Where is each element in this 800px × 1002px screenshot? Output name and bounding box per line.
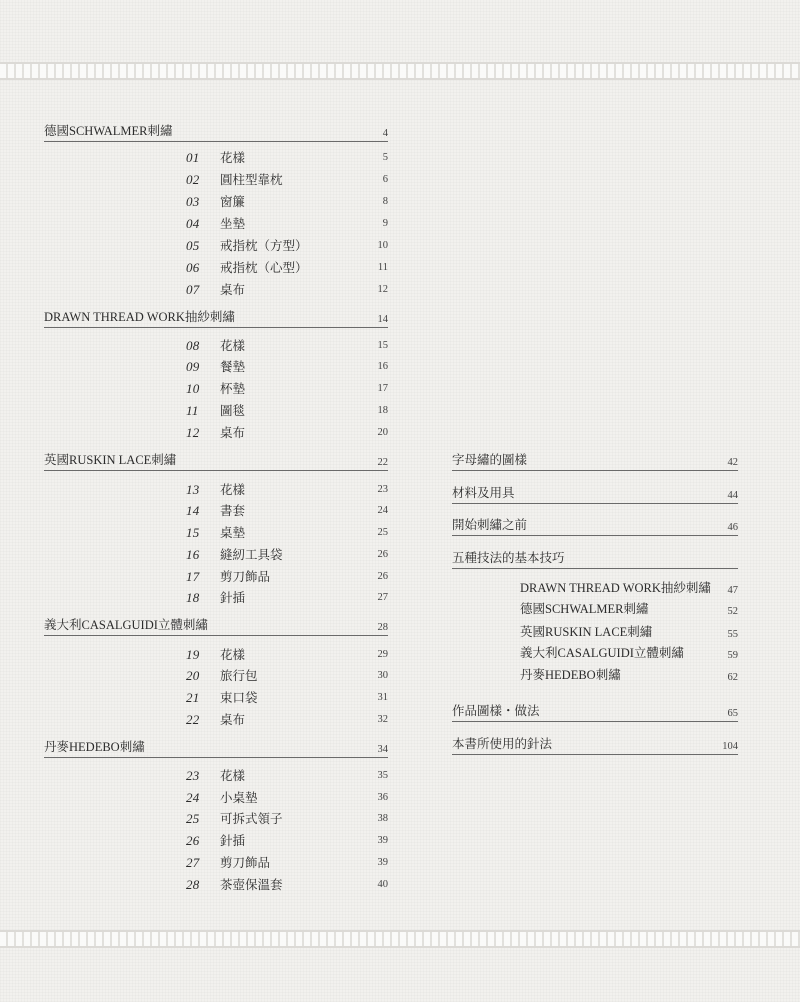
section-page: 104 [722, 741, 738, 752]
toc-entry[interactable] [520, 667, 738, 683]
toc-entry[interactable] [186, 790, 388, 806]
section-title: 開始刺繡之前 [452, 518, 528, 532]
entry-number: 19 [186, 647, 200, 662]
entry-page: 27 [377, 592, 388, 603]
entry-page: 52 [727, 606, 738, 617]
entry-title: 針插 [220, 834, 246, 848]
toc-entry[interactable] [186, 260, 388, 276]
entry-number: 12 [186, 425, 200, 440]
entry-page: 35 [377, 770, 388, 781]
entry-title: 桌墊 [220, 526, 246, 540]
entry-page: 20 [377, 427, 388, 438]
entry-page: 6 [382, 174, 388, 185]
entry-title: 剪刀飾品 [220, 856, 271, 870]
entry-title: 圓柱型靠枕 [220, 173, 283, 187]
toc-entry[interactable] [186, 668, 388, 684]
toc-entry[interactable] [186, 216, 388, 232]
section-title: 五種技法的基本技巧 [452, 551, 565, 565]
entry-page: 30 [377, 670, 388, 681]
entry-title: 戒指枕（心型） [220, 261, 308, 275]
toc-entry[interactable] [186, 238, 388, 254]
hemstitch-border-top [0, 60, 800, 82]
toc-entry[interactable] [186, 877, 388, 893]
entry-title: 桌布 [220, 283, 246, 297]
entry-number: 06 [186, 260, 200, 275]
entry-title: 旅行包 [220, 669, 258, 683]
section-page: 22 [377, 457, 388, 468]
section-title: 英國RUSKIN LACE刺繡 [44, 453, 177, 467]
entry-number: 04 [186, 216, 200, 231]
entry-page: 62 [727, 672, 738, 683]
entry-page: 15 [377, 340, 388, 351]
entry-number: 15 [186, 525, 200, 540]
entry-number: 11 [186, 403, 199, 418]
entry-page: 11 [377, 262, 388, 273]
entry-page: 26 [377, 549, 388, 560]
toc-entry[interactable] [186, 768, 388, 784]
toc-entry[interactable] [186, 503, 388, 519]
entry-title: 針插 [220, 591, 246, 605]
entry-number: 08 [186, 338, 200, 353]
entry-number: 13 [186, 482, 200, 497]
section-page: 28 [377, 622, 388, 633]
section-page: 34 [377, 744, 388, 755]
toc-section[interactable] [452, 550, 738, 569]
entry-number: 07 [186, 282, 200, 297]
entry-title: DRAWN THREAD WORK抽紗刺繡 [520, 581, 711, 595]
entry-page: 5 [382, 152, 388, 163]
entry-number: 16 [186, 547, 200, 562]
entry-page: 39 [377, 857, 388, 868]
section-title: 作品圖樣・做法 [452, 704, 540, 718]
entry-title: 花樣 [220, 483, 246, 497]
toc-section[interactable] [452, 485, 738, 504]
entry-number: 20 [186, 668, 200, 683]
entry-number: 27 [186, 855, 200, 870]
toc-entry[interactable] [186, 403, 388, 419]
toc-entry[interactable] [186, 525, 388, 541]
section-title: 義大利CASALGUIDI立體刺繡 [44, 618, 208, 632]
entry-title: 花樣 [220, 769, 246, 783]
entry-title: 餐墊 [220, 360, 246, 374]
entry-title: 窗簾 [220, 195, 246, 209]
toc-entry[interactable] [186, 194, 388, 210]
entry-number: 09 [186, 359, 200, 374]
entry-title: 桌布 [220, 713, 246, 727]
entry-page: 36 [377, 792, 388, 803]
toc-entry[interactable] [186, 425, 388, 441]
entry-title: 德國SCHWALMER刺繡 [520, 602, 649, 616]
entry-title: 桌布 [220, 426, 246, 440]
entry-title: 束口袋 [220, 691, 258, 705]
entry-title: 茶壺保溫套 [220, 878, 283, 892]
entry-title: 義大利CASALGUIDI立體刺繡 [520, 646, 684, 660]
section-page: 4 [382, 128, 388, 139]
entry-title: 小桌墊 [220, 791, 258, 805]
entry-page: 59 [727, 650, 738, 661]
toc-entry[interactable] [520, 601, 738, 617]
entry-number: 14 [186, 503, 200, 518]
entry-title: 戒指枕（方型） [220, 239, 308, 253]
entry-page: 55 [727, 629, 738, 640]
toc-section[interactable] [44, 617, 388, 636]
toc-entry[interactable] [186, 150, 388, 166]
entry-page: 39 [377, 835, 388, 846]
section-title: 丹麥HEDEBO刺繡 [44, 740, 145, 754]
section-page: 65 [727, 708, 738, 719]
entry-number: 03 [186, 194, 200, 209]
toc-section[interactable] [452, 517, 738, 536]
entry-number: 10 [186, 381, 200, 396]
toc-entry[interactable] [186, 359, 388, 375]
entry-number: 01 [186, 150, 200, 165]
entry-title: 縫紉工具袋 [220, 548, 283, 562]
toc-entry[interactable] [186, 381, 388, 397]
entry-page: 25 [377, 527, 388, 538]
entry-number: 25 [186, 811, 200, 826]
toc-section[interactable] [44, 309, 388, 328]
toc-entry[interactable] [186, 647, 388, 663]
toc-section[interactable] [452, 703, 738, 722]
entry-number: 18 [186, 590, 200, 605]
toc-entry[interactable] [520, 645, 738, 661]
section-page: 44 [727, 490, 738, 501]
entry-title: 圖毯 [220, 404, 246, 418]
toc-entry[interactable] [186, 482, 388, 498]
toc-section[interactable] [452, 736, 738, 755]
entry-page: 17 [377, 383, 388, 394]
toc-entry[interactable] [186, 690, 388, 706]
entry-number: 24 [186, 790, 200, 805]
entry-title: 杯墊 [220, 382, 246, 396]
entry-page: 8 [382, 196, 388, 207]
entry-number: 22 [186, 712, 200, 727]
toc-entry[interactable] [186, 811, 388, 827]
section-title: 本書所使用的針法 [452, 737, 553, 751]
entry-title: 可拆式領子 [220, 812, 283, 826]
toc-entry[interactable] [186, 569, 388, 585]
section-title: 材料及用具 [452, 486, 515, 500]
section-title: DRAWN THREAD WORK抽紗刺繡 [44, 310, 235, 324]
entry-title: 書套 [220, 504, 246, 518]
toc-section[interactable] [44, 123, 388, 142]
entry-number: 02 [186, 172, 200, 187]
toc-entry[interactable] [520, 624, 738, 640]
toc-entry[interactable] [520, 580, 738, 596]
entry-title: 坐墊 [220, 217, 246, 231]
section-page: 46 [727, 522, 738, 533]
entry-page: 16 [377, 361, 388, 372]
section-page: 14 [377, 314, 388, 325]
entry-number: 05 [186, 238, 200, 253]
section-title: 德國SCHWALMER刺繡 [44, 124, 173, 138]
entry-number: 23 [186, 768, 200, 783]
hemstitch-border-bottom [0, 928, 800, 950]
entry-title: 花樣 [220, 151, 246, 165]
section-title: 字母繡的圖樣 [452, 453, 528, 467]
entry-page: 24 [377, 505, 388, 516]
toc-section[interactable] [44, 452, 388, 471]
entry-page: 40 [377, 879, 388, 890]
entry-page: 31 [377, 692, 388, 703]
entry-page: 47 [727, 585, 738, 596]
entry-page: 38 [377, 813, 388, 824]
entry-number: 17 [186, 569, 200, 584]
entry-number: 26 [186, 833, 200, 848]
section-page [698, 566, 738, 568]
entry-page: 10 [377, 240, 388, 251]
entry-title: 花樣 [220, 648, 246, 662]
entry-title: 丹麥HEDEBO刺繡 [520, 668, 621, 682]
entry-page: 23 [377, 484, 388, 495]
toc-entry[interactable] [186, 338, 388, 354]
section-page: 42 [727, 457, 738, 468]
entry-number: 21 [186, 690, 200, 705]
entry-page: 9 [382, 218, 388, 229]
entry-title: 英國RUSKIN LACE刺繡 [520, 625, 653, 639]
toc-entry[interactable] [186, 547, 388, 563]
toc-section[interactable] [44, 739, 388, 758]
toc-entry[interactable] [186, 855, 388, 871]
entry-page: 32 [377, 714, 388, 725]
entry-page: 12 [377, 284, 388, 295]
toc-entry[interactable] [186, 590, 388, 606]
entry-page: 29 [377, 649, 388, 660]
entry-title: 剪刀飾品 [220, 570, 271, 584]
toc-entry[interactable] [186, 712, 388, 728]
toc-entry[interactable] [186, 282, 388, 298]
toc-entry[interactable] [186, 172, 388, 188]
toc-section[interactable] [452, 452, 738, 471]
entry-title: 花樣 [220, 339, 246, 353]
toc-entry[interactable] [186, 833, 388, 849]
entry-number: 28 [186, 877, 200, 892]
entry-page: 18 [377, 405, 388, 416]
entry-page: 26 [377, 571, 388, 582]
